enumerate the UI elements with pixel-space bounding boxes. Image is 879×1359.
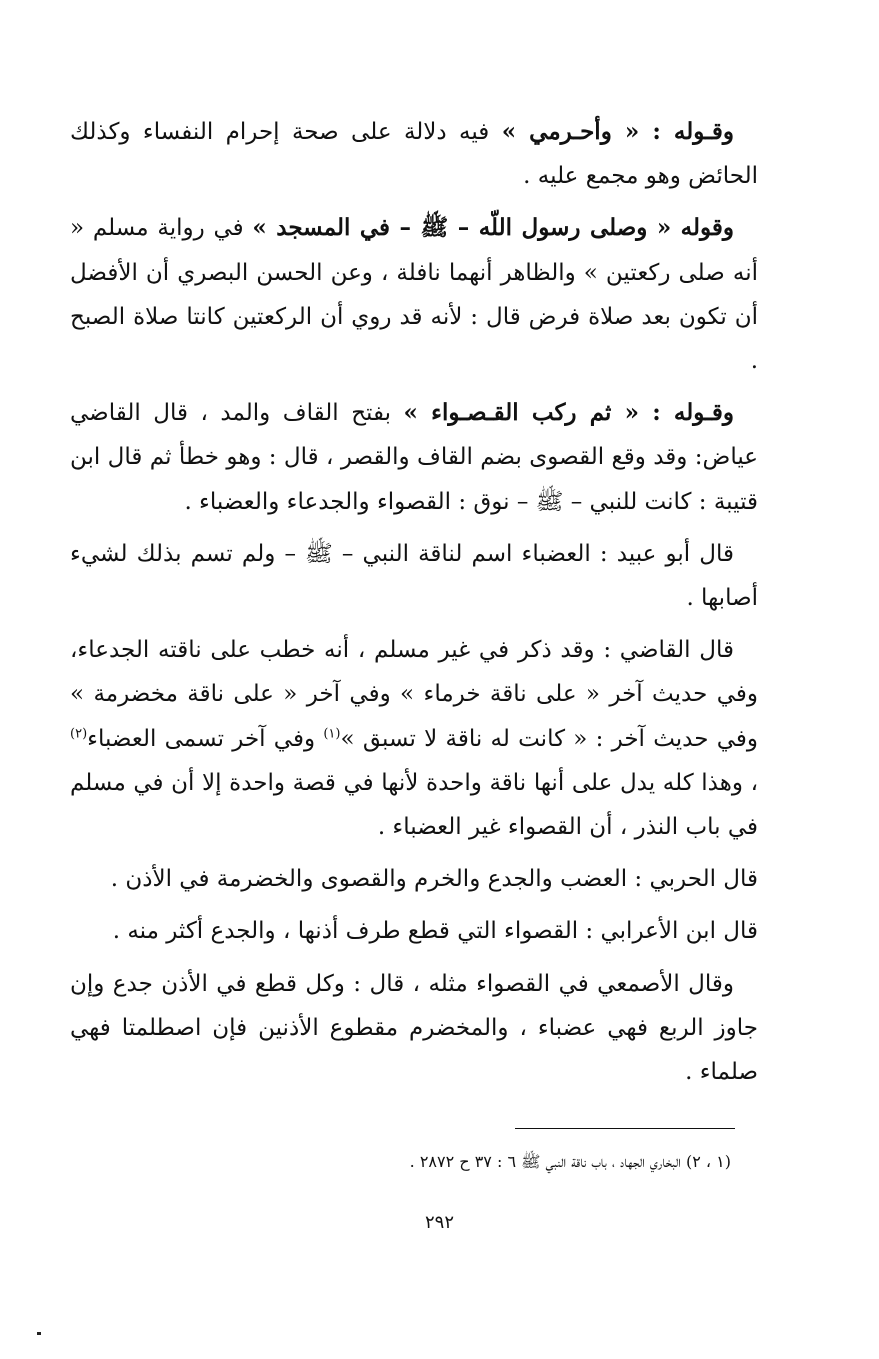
footnote-divider	[515, 1128, 735, 1129]
paragraph-2	[70, 206, 758, 383]
quoted-phrase: وقـوله : « وأحـرمي »	[501, 118, 734, 145]
paragraph-3	[70, 391, 758, 524]
paragraph-5	[70, 628, 758, 849]
quoted-phrase: وقوله « وصلى رسول اللّه – ﷺ – في المسجد »	[252, 214, 734, 242]
paragraph-4	[70, 532, 758, 620]
paragraph-1	[70, 110, 758, 198]
quoted-phrase: وقـوله : « ثم ركب القـصـواء »	[403, 399, 734, 427]
paragraph-6	[70, 857, 758, 901]
paragraph-text: فيه دلالة على صحة إحرام النفساء وكذلك الحائض وهو مجمع عليه .	[70, 119, 758, 190]
main-text	[70, 110, 758, 1102]
paragraph-7	[70, 909, 758, 953]
page-number: ٢٩٢	[424, 1212, 454, 1233]
scan-speck	[37, 1332, 41, 1335]
paragraph-text: قال أبو عبيد : العضباء اسم لناقة النبي – ﷺ – ولم تسم بذلك لشيء أصابها .	[70, 540, 758, 612]
paragraph-text: بفتح القاف والمد ، قال القاضي عياض: وقد وقع القصوى بضم القاف والقصر ، قال : وهو خطأ ثم قال ابن قتيبة : كانت للنبي – ﷺ – نوق : القصواء والجدعاء والعضباء .	[70, 400, 758, 515]
paragraph-8	[70, 962, 758, 1095]
footnote-ref-2: (٢)	[70, 725, 88, 741]
paragraph-text: وقال الأصمعي في القصواء مثله ، قال : وكل قطع في الأذن جدع وإن جاوز الربع فهي عضباء ، والمخضرم مقطوع الأذنين فإن اصطلمتا فهي صلماء .	[70, 970, 758, 1086]
paragraph-text: قال ابن الأعرابي : القصواء التي قطع طرف أذنها ، والجدع أكثر منه .	[112, 918, 758, 945]
paragraph-text: في رواية مسلم « أنه صلى ركعتين » والظاهر أنهما نافلة ، وعن الحسن البصري أن الأفضل أن تكون بعد صلاة فرض قال : لأنه قد روي أن الركعتين كانتا صلاة الصبح .	[70, 215, 758, 375]
paragraph-text: قال الحربي : العضب والجدع والخرم والقصوى والخضرمة في الأذن .	[110, 866, 758, 893]
paragraph-text: قال القاضي : وقد ذكر في غير مسلم ، أنه خطب على ناقته الجدعاء، وفي حديث آخر « على ناقة خرماء » وفي آخر « على ناقة مخضرمة » وفي حديث آخر : « كانت له ناقة لا تسبق »	[70, 637, 758, 752]
paragraph-text: ، وهذا كله يدل على أنها ناقة واحدة لأنها في قصة واحدة إلا أن في مسلم في باب النذر ، أن القصواء غير العضباء .	[70, 769, 758, 841]
footnote-ref-1: (١)	[323, 725, 341, 741]
paragraph-text: وفي آخر تسمى العضباء	[87, 725, 324, 752]
footnote: (١ ، ٢) البخاري الجهاد ، باب ناقة النبي ﷺ ٦ : ٣٧ ح ٢٨٧٢ .	[409, 1152, 731, 1171]
